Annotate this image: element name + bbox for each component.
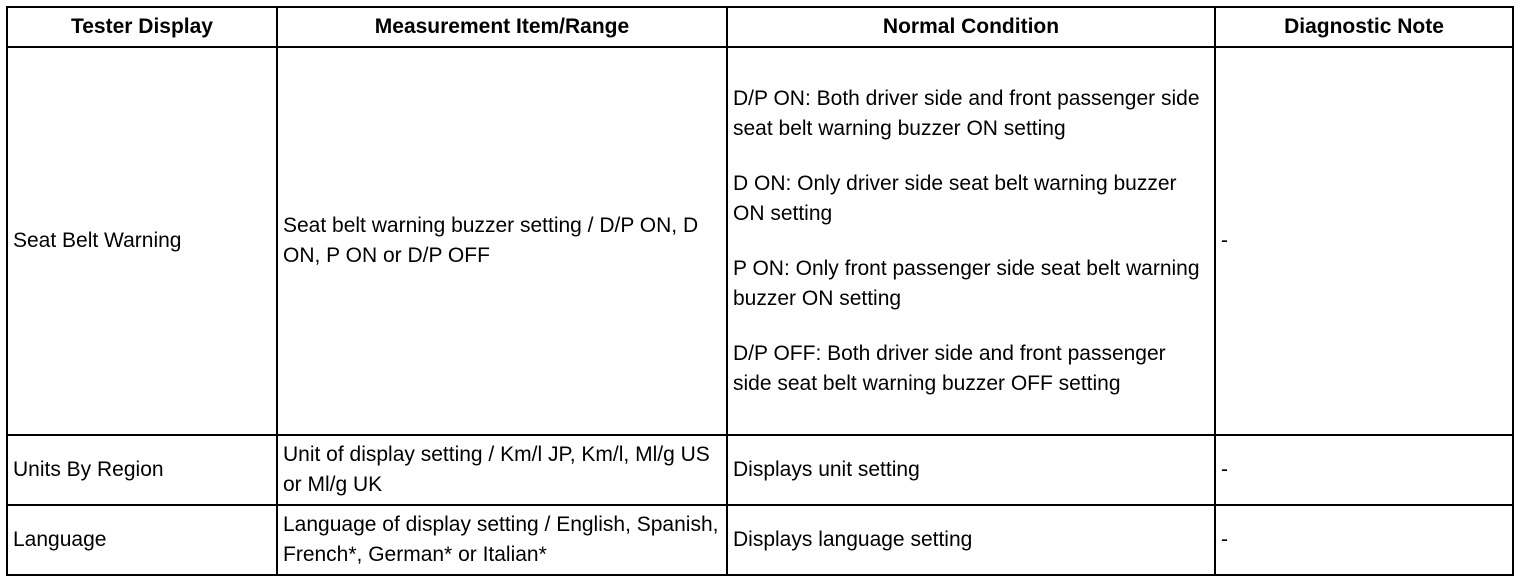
tester-display-cell: Language xyxy=(7,505,277,575)
diagnostic-note-cell: - xyxy=(1215,505,1513,575)
diagnostic-note-cell: - xyxy=(1215,435,1513,505)
normal-condition-text: D/P ON: Both driver side and front passenger side seat belt warning buzzer ON setting xyxy=(733,86,1200,140)
header-diagnostic-note: Diagnostic Note xyxy=(1215,7,1513,47)
measurement-cell: Language of display setting / English, Spanish, French*, German* or Italian* xyxy=(277,505,727,575)
table-row xyxy=(7,47,1513,435)
normal-condition-text: D/P OFF: Both driver side and front passenger side seat belt warning buzzer OFF setting xyxy=(733,341,1166,395)
tester-data-table xyxy=(6,6,1514,576)
measurement-cell: Seat belt warning buzzer setting / D/P ON, D ON, P ON or D/P OFF xyxy=(277,47,727,435)
normal-condition-text: P ON: Only front passenger side seat belt warning buzzer ON setting xyxy=(733,256,1200,310)
tester-display-cell: Units By Region xyxy=(7,435,277,505)
header-measurement-item-range: Measurement Item/Range xyxy=(277,7,727,47)
table-header-row xyxy=(7,7,1513,47)
measurement-cell: Unit of display setting / Km/l JP, Km/l, Ml/g US or Ml/g UK xyxy=(277,435,727,505)
normal-condition-cell xyxy=(727,47,1215,435)
header-tester-display: Tester Display xyxy=(7,7,277,47)
normal-condition-cell: Displays unit setting xyxy=(727,435,1215,505)
header-normal-condition: Normal Condition xyxy=(727,7,1215,47)
normal-condition-text: D ON: Only driver side seat belt warning buzzer ON setting xyxy=(733,171,1177,225)
tester-display-cell: Seat Belt Warning xyxy=(7,47,277,435)
diagnostic-note-cell: - xyxy=(1215,47,1513,435)
table-row xyxy=(7,435,1513,505)
table-row xyxy=(7,505,1513,575)
normal-condition-cell: Displays language setting xyxy=(727,505,1215,575)
